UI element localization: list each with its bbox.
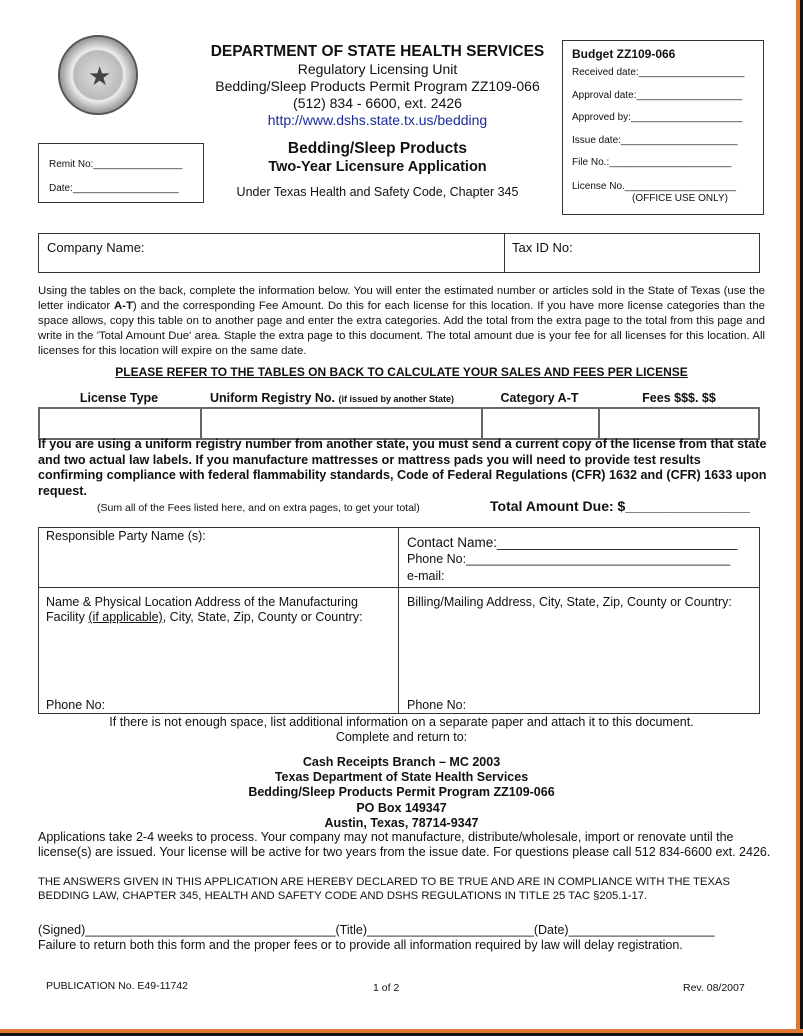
page-frame-bottom	[0, 1029, 803, 1036]
license-no-field: License No.____________________	[572, 180, 737, 192]
space-note: If there is not enough space, list additional information on a separate paper and attach it to this document.	[109, 715, 694, 729]
form-subtitle: Two-Year Licensure Application	[268, 159, 487, 175]
license-table-row	[38, 407, 760, 440]
instructions-text: Using the tables on the back, complete the information below. You will enter the estimated number or articles sold in the State of Texas (use the letter indicator	[38, 285, 765, 312]
star-icon: ★	[88, 61, 112, 91]
remit-box	[38, 143, 204, 203]
publication-no: PUBLICATION No. E49-11742	[46, 980, 189, 992]
facility-label-2: , City, State, Zip, County or Country:	[162, 610, 363, 624]
facility-label: Name & Physical Location Address of the Manufacturing Facility	[46, 595, 358, 624]
texas-state-seal	[58, 35, 138, 115]
company-name-field[interactable]: Company Name:	[39, 234, 505, 272]
col-uniform-registry: Uniform Registry No.	[210, 391, 336, 405]
sum-note: (Sum all of the Fees listed here, and on extra pages, to get your total)	[97, 502, 420, 514]
table-heading: PLEASE REFER TO THE TABLES ON BACK TO CALCULATE YOUR SALES AND FEES PER LICENSE	[115, 365, 688, 379]
program: Bedding/Sleep Products Permit Program ZZ109-066	[215, 78, 540, 94]
declaration: THE ANSWERS GIVEN IN THIS APPLICATION ARE HEREBY DECLARED TO BE TRUE AND ARE IN COMPLIANCE WITH THE TEXAS BEDDING LAW, CHAPTER 345, HEALTH AND SAFETY CODE AND DSHS REGULATIONS IN TITLE 25 TAC §205.1-17.	[38, 876, 730, 902]
return-note	[38, 715, 765, 745]
facility-label-underlined: (if applicable)	[88, 610, 163, 624]
office-use-box	[562, 40, 764, 215]
registry-notice: If you are using a uniform registry number from another state, you must send a current copy of the license from that state and two actual law labels. If you manufacture mattresses or mattress pads you will need to provide test results confirming compliance with federal flammability standards, Code of Federal Regulations (CFR) 1632 and (CFR) 1633 upon request.	[38, 437, 767, 498]
total-amount-due[interactable]: Total Amount Due: $________________	[490, 498, 750, 514]
remit-no-field[interactable]: Remit No:________________	[49, 159, 183, 170]
address-line: Austin, Texas, 78714-9347	[324, 815, 479, 830]
phone: (512) 834 - 6600, ext. 2426	[293, 95, 462, 111]
company-box	[38, 233, 760, 273]
budget-label: Budget ZZ109-066	[572, 47, 676, 61]
revision: Rev. 08/2007	[683, 982, 745, 994]
uniform-registry-cell[interactable]	[202, 409, 483, 438]
file-no-field: File No.:______________________	[572, 157, 732, 168]
email-field[interactable]: e-mail:	[407, 569, 445, 583]
signature-line[interactable]: (Signed)____________________________________(Title)________________________(Date)_____________________	[38, 923, 715, 937]
approval-date-field: Approval date:___________________	[572, 89, 743, 101]
billing-label: Billing/Mailing Address, City, State, Zip, County or Country:	[407, 595, 732, 609]
col-category: Category A-T	[500, 391, 579, 405]
issue-date-field: Issue date:_____________________	[572, 134, 738, 146]
address-line: Cash Receipts Branch – MC 2003	[302, 755, 501, 769]
office-use-note: (OFFICE USE ONLY)	[632, 192, 728, 204]
unit: Regulatory Licensing Unit	[297, 61, 458, 77]
instructions-bold: A-T	[113, 300, 133, 312]
billing-address-field[interactable]	[399, 588, 759, 713]
remit-date-field[interactable]: Date:___________________	[49, 183, 179, 194]
license-type-cell[interactable]	[40, 409, 202, 438]
fees-cell[interactable]	[600, 409, 758, 438]
received-date-field: Received date:___________________	[572, 67, 745, 78]
page-number: 1 of 2	[373, 982, 400, 994]
contact-cell	[399, 528, 759, 588]
complete-return: Complete and return to:	[335, 730, 468, 744]
facility-phone-field[interactable]: Phone No:	[46, 698, 106, 712]
col-fees: Fees $$$. $$	[642, 391, 716, 405]
contact-phone-field[interactable]: Phone No:______________________________________	[407, 552, 731, 566]
billing-phone-field[interactable]: Phone No:	[407, 698, 467, 712]
mailing-address	[38, 755, 765, 831]
party-box	[38, 527, 760, 714]
form-title: Bedding/Sleep Products	[287, 140, 468, 157]
col-license-type: License Type	[79, 391, 159, 405]
dept-title: DEPARTMENT OF STATE HEALTH SERVICES	[210, 43, 545, 60]
col-uniform-registry-note: (if issued by another State)	[338, 394, 455, 404]
contact-name-field[interactable]: Contact Name:________________________________	[407, 535, 738, 550]
legal-code: Under Texas Health and Safety Code, Chapter 345	[236, 185, 519, 199]
tax-id-field[interactable]: Tax ID No:	[512, 240, 573, 255]
instructions	[38, 284, 765, 359]
address-line: PO Box 149347	[356, 800, 447, 815]
address-line: Texas Department of State Health Services	[274, 770, 529, 785]
category-cell[interactable]	[483, 409, 600, 438]
facility-address-field[interactable]	[39, 588, 399, 713]
page-frame-right	[796, 0, 803, 1036]
header-block	[200, 43, 555, 129]
approved-by-field: Approved by:____________________	[572, 112, 743, 123]
website-link[interactable]: http://www.dshs.state.tx.us/bedding	[267, 112, 488, 128]
processing-info: Applications take 2-4 weeks to process. Your company may not manufacture, distribute/wholesale, import or renovate until the license(s) are issued. Your license will be active for two years from the issue date. For questions please call 512 834-6600 ext. 2426.	[38, 830, 771, 859]
responsible-party-field[interactable]: Responsible Party Name (s):	[39, 528, 399, 588]
instructions-text-2: ) and the corresponding Fee Amount. Do this for each license for this location. If you have more license categories than the space allows, copy this table on to another page and enter the extra categories. Add the total from the extra page to the total from this page and write in the 'Total Amount Due' area. Staple the extra page to this document. The total amount due is your fee for all licenses for this location. All licenses for this location will expire on the same date.	[38, 300, 765, 357]
address-line: Bedding/Sleep Products Permit Program ZZ109-066	[248, 785, 555, 800]
failure-note: Failure to return both this form and the proper fees or to provide all information required by law will delay registration.	[38, 938, 683, 952]
